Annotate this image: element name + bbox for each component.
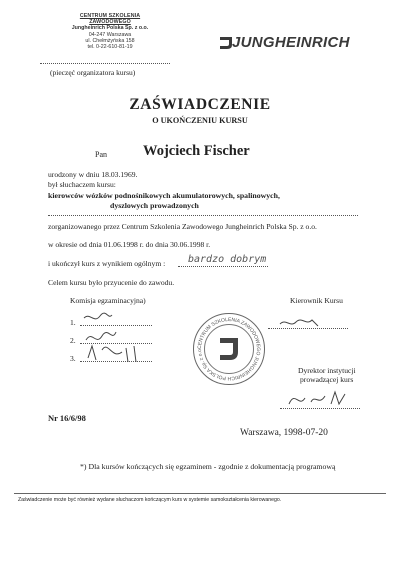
institution-round-stamp: [193, 313, 265, 385]
result-dotted-line: [178, 266, 268, 267]
stamp-dotted-line: [40, 63, 170, 64]
person-name: Wojciech Fischer: [143, 143, 250, 159]
purpose-text: Celem kursu było przyucenie do zawodu.: [48, 278, 175, 287]
round-stamp-text: [194, 314, 261, 381]
born-text: urodzony w dniu 18.03.1969.: [48, 170, 138, 179]
stamp-line-2: Jungheinrich Polska Sp. z o.o.: [71, 25, 149, 32]
round-stamp-artwork: [194, 314, 264, 384]
stamp-line-5: tel. 0-22-610-81-19: [87, 44, 133, 51]
document-subtitle: O UKOŃCZENIU KURSU: [152, 116, 248, 125]
commission-number-1: 1.: [70, 318, 76, 327]
result-value: bardzo dobrym: [188, 254, 267, 265]
commission-label: Komisja egzaminacyjna): [70, 296, 146, 305]
commission-number-3: 3.: [70, 354, 76, 363]
round-stamp-logo-icon: [220, 338, 238, 360]
pan-label: Pan: [95, 150, 107, 159]
round-stamp-text-path: CENTRUM SZKOLENIA ZAWODOWEGO JUNGHEINRICH POLSKA Sp. z o.o: [196, 316, 262, 382]
commission-signatures: [82, 310, 167, 370]
footer-divider: [14, 493, 386, 494]
course-line-2: dyszlowych prowadzonych: [110, 201, 199, 210]
jungheinrich-logo: [218, 34, 388, 52]
course-head-signature: [278, 314, 328, 332]
director-line: [280, 408, 360, 409]
footnote: *) Dla kursów kończących się egzaminem - zgodnie z dokumentacją programową: [80, 462, 336, 471]
course-head-label: Kierownik Kursu: [290, 296, 343, 305]
logo-text: JUNGHEINRICH: [232, 34, 350, 51]
director-signature: [285, 388, 355, 410]
document-number: Nr 16/6/98: [48, 413, 86, 423]
result-label: i ukończył kurs z wynikiem ogólnym :: [48, 259, 166, 268]
document-title: ZAŚWIADCZENIE: [129, 96, 271, 113]
organized-text: zorganizowanego przez Centrum Szkolenia Zawodowego Jungheinrich Polska Sp. z o.o.: [48, 222, 317, 231]
course-dotted-line: [48, 215, 358, 216]
place-date: Warszawa, 1998-07-20: [240, 428, 328, 438]
director-label-1: Dyrektor instytucji: [298, 366, 356, 375]
period-text: w okresie od dnia 01.06.1998 r. do dnia 30.06.1998 r.: [48, 240, 211, 249]
commission-number-2: 2.: [70, 336, 76, 345]
organizer-stamp: [62, 13, 158, 50]
organizer-stamp-label: (pieczęć organizatora kursu): [50, 68, 136, 77]
director-label-2: prowadzącej kurs: [300, 375, 354, 384]
footer-note: Zaświadczenie może być również wydane słuchaczom kończącym kurs w systemie samokształcenia kierowanego.: [18, 497, 282, 503]
participant-text: był słuchaczem kursu:: [48, 180, 116, 189]
stamp-line-1: CENTRUM SZKOLENIA ZAWODOWEGO: [79, 13, 141, 26]
stamp-line-4: ul. Chełmżyńska 158: [85, 37, 135, 44]
course-line-1: kierowców wózków podnośnikowych akumulatorowych, spalinowych,: [48, 191, 280, 200]
stamp-line-3: 04-247 Warszawa: [88, 31, 132, 38]
